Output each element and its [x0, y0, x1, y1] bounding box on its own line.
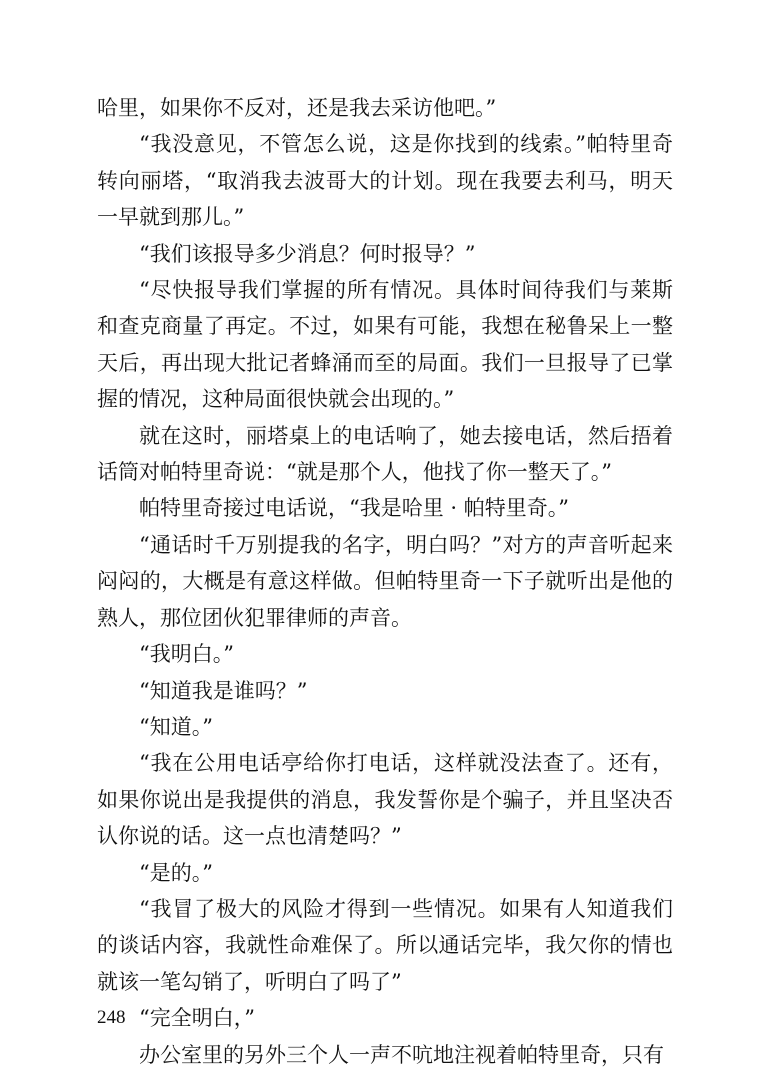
paragraph: 哈里，如果你不反对，还是我去采访他吧。” — [97, 96, 497, 120]
paragraph: 办公室里的另外三个人一声不吭地注视着帕特里奇，只有 — [139, 1042, 664, 1067]
paragraph: “我在公用电话亭给你打电话，这样就没法查了。还有，如果你说出是我提供的消息，我发誓你是个骗子，并且坚决否认你说的话。这一点也清楚吗？” — [97, 751, 673, 849]
paragraph: “我冒了极大的风险才得到一些情况。如果有人知道我们的谈话内容，我就性命难保了。所以通话完毕，我欠你的情也就该一笔勾销了，听明白了吗了” — [97, 896, 673, 994]
paragraph: “我明白。” — [139, 642, 234, 667]
paragraph: “通话时千万别提我的名字，明白吗？”对方的声音听起来闷闷的，大概是有意这样做。但帕特里奇一下子就听出是他的熟人，那位团伙犯罪律师的声音。 — [97, 532, 673, 630]
paragraph: 帕特里奇接过电话说，“我是哈里 · 帕特里奇。” — [139, 496, 569, 521]
paragraph: “完全明白，” — [139, 1006, 255, 1031]
paragraph: “知道我是谁吗？” — [139, 678, 308, 703]
paragraph: “知道。” — [139, 714, 213, 739]
paragraph: 就在这时，丽塔桌上的电话响了，她去接电话，然后捂着话筒对帕特里奇说：“就是那个人，他找了你一整天了。” — [97, 423, 673, 485]
paragraph: “尽快报导我们掌握的所有情况。具体时间待我们与莱斯和查克商量了再定。不过，如果有可能，我想在秘鲁呆上一整天后，再出现大批记者蜂涌而至的局面。我们一旦报导了已掌握的情况，这种局面很快就会出现的。” — [97, 278, 673, 412]
body-text — [97, 90, 673, 1073]
paragraph: “我没意见，不管怎么说，这是你找到的线索。”帕特里奇转向丽塔，“取消我去波哥大的计划。现在我要去利马，明天一早就到那儿。” — [97, 132, 673, 230]
paragraph: “我们该报导多少消息？何时报导？” — [139, 241, 476, 266]
page-number: 248 — [97, 1007, 126, 1028]
paragraph: “是的。” — [139, 860, 213, 885]
